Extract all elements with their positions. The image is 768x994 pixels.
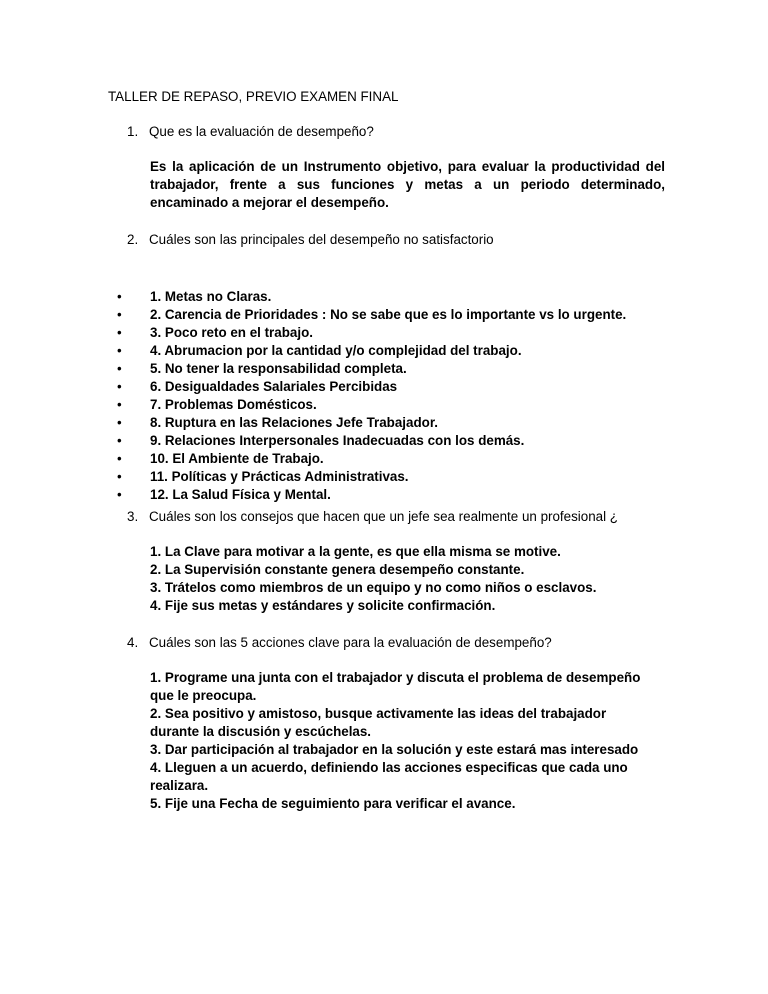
question-4-text: Cuáles son las 5 acciones clave para la evaluación de desempeño? [149,635,552,650]
question-3 [127,508,618,526]
question-2-text: Cuáles son las principales del desempeño no satisfactorio [149,232,494,247]
bullet-icon: • [117,397,122,412]
question-1 [127,123,374,141]
answer-4 [150,669,665,813]
answer-line: que le preocupa. [150,688,257,703]
question-3-text: Cuáles son los consejos que hacen que un jefe sea realmente un profesional ¿ [149,509,618,524]
bullet-icon: • [117,487,122,502]
list-item: 1. La Clave para motivar a la gente, es que ella misma se motive. [150,544,561,559]
question-1-number: 1. [127,124,139,139]
answer-1: Es la aplicación de un Instrumento objetivo, para evaluar la productividad del trabajador, frente a sus funciones y metas a un periodo determinado, encaminado a mejorar el desempeño. [150,159,665,210]
answer-line: durante la discusión y escúchelas. [150,724,372,739]
answer-line: 5. Fije una Fecha de seguimiento para verificar el avance. [150,796,516,811]
document-page: TALLER DE REPASO, PREVIO EXAMEN FINAL 1. Que es la evaluación de desempeño? Es la aplicación de un Instrumento objetivo, para evaluar la productividad del trabajador, frente a sus funciones y metas a un periodo determinado, encaminado a mejorar el desempeño. 2. Cuáles son las principales del desempeño no satisfactorio • 1. Metas no Claras. • 2. Carencia de Prioridades : No se sabe que es lo importante vs lo urgente. • 3. Poco reto en el trabajo. • 4. Abrumacion por la cantidad y/o complejidad del trabajo. • 5. No tener la responsabilidad completa. • 6. Desigualdades Salariales Percibidas • 7. Problemas Domésticos. • 8. Ruptura en las Relaciones Jefe Trabajador. • 9. Relaciones Interpersonales Inadecuadas con los demás. • 10. El Ambiente de Trabajo. • 11. Políticas y Prácticas Administrativas. • 12. La Salud Física y Mental. 3. Cuáles son los consejos que hacen que un jefe sea realmente un profesional ¿ 1. La Clave para motivar a la gente, es que ella misma se motive. 2. La Supervisión constante genera desempeño constante. 3. Trátelos como miembros de un equipo y no como niños o esclavos. 4. Fije sus metas y estándares y solicite confirmación. 4. Cuáles son las 5 acciones clave para la evaluación de desempeño? 1. Programe una junta con el trabajador y discuta el problema de desempeño que le preocupa. 2. Sea positivo y amistoso, busque activamente las ideas del trabajador durante la discusión y escúchelas. 3. Dar participación al trabajador en la solución y este estará mas interesado 4. Lleguen a un acuerdo, definiendo las acciones especificas que cada uno realizara. 5. Fije una Fecha de seguimiento para verificar el avance. [108,89,665,811]
answer-line: 2. Sea positivo y amistoso, busque activamente las ideas del trabajador [150,706,607,721]
question-1-text: Que es la evaluación de desempeño? [149,124,374,139]
answer-line: 1. Programe una junta con el trabajador y discuta el problema de desempeño [150,670,641,685]
document-title: TALLER DE REPASO, PREVIO EXAMEN FINAL [108,89,399,104]
question-3-number: 3. [127,509,139,524]
bullet-icon: • [117,361,122,376]
question-4-number: 4. [127,635,139,650]
bullet-icon: • [117,379,122,394]
list-item: 4. Fije sus metas y estándares y solicite confirmación. [150,598,496,613]
question-4 [127,634,552,652]
bullet-icon: • [117,451,122,466]
list-item: 2. La Supervisión constante genera desempeño constante. [150,562,525,577]
bullet-icon: • [117,415,122,430]
answer-line: 4. Lleguen a un acuerdo, definiendo las acciones especificas que cada uno [150,760,628,775]
bullet-icon: • [117,469,122,484]
question-2 [127,231,494,249]
bullet-icon: • [117,343,122,358]
answer-line: 3. Dar participación al trabajador en la solución y este estará mas interesado [150,742,639,757]
answer-line: realizara. [150,778,209,793]
answer-3 [150,543,665,615]
list-item: 3. Trátelos como miembros de un equipo y no como niños o esclavos. [150,580,597,595]
question-2-number: 2. [127,232,139,247]
bullet-icon: • [117,307,122,322]
bullet-icon: • [117,289,122,304]
bullet-icon: • [117,433,122,448]
bullet-icon: • [117,325,122,340]
